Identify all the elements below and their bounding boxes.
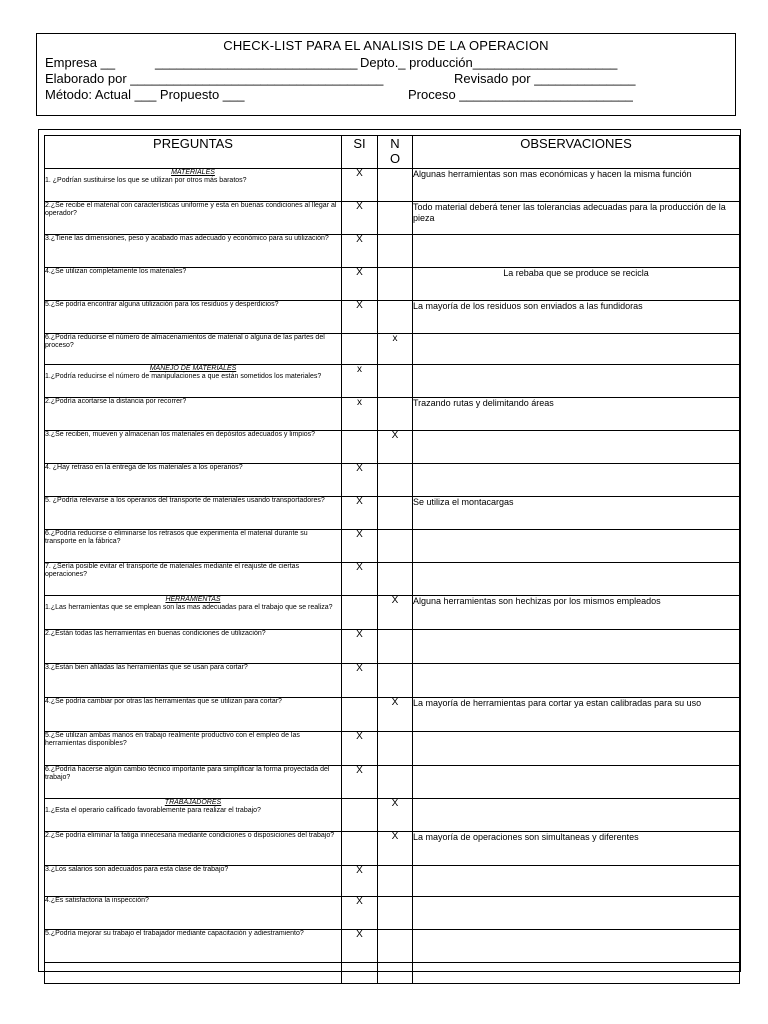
si-mark: X: [342, 930, 378, 963]
question-cell: [45, 630, 342, 664]
si-mark: [342, 698, 378, 732]
si-mark: X: [342, 169, 378, 202]
header-observaciones: OBSERVACIONES: [413, 136, 740, 169]
observation-cell: [413, 630, 740, 664]
question-cell: [45, 431, 342, 464]
si-mark: [342, 334, 378, 365]
table-row: [45, 563, 740, 596]
no-mark: [378, 268, 413, 301]
no-mark: X: [378, 799, 413, 832]
question-text: 3.¿Los salarios son adecuados para esta clase de trabajo?: [45, 866, 229, 873]
observation-cell: [413, 664, 740, 698]
empty-cell: [378, 963, 413, 984]
question-text: 5.¿Se utilizan ambas manos en trabajo realmente productivo con el empleo de las herramientas disponibles?: [45, 732, 300, 747]
table-row-empty: [45, 963, 740, 984]
si-mark: X: [342, 563, 378, 596]
observation-cell: [413, 866, 740, 897]
question-text: 2.¿Se recibe el material con características uniforme y esta en buenas condiciones al llegar al operador?: [45, 202, 337, 217]
no-mark: [378, 464, 413, 497]
document-title: CHECK-LIST PARA EL ANALISIS DE LA OPERACION: [223, 38, 549, 53]
table-row: [45, 664, 740, 698]
empresa-label: Empresa __: [45, 55, 116, 70]
si-mark: X: [342, 464, 378, 497]
table-row: [45, 268, 740, 301]
question-text: 6.¿Podría reducirse o eliminarse los retrasos que experimenta el material durante su transporte en la fábrica?: [45, 530, 308, 545]
question-text: 1. ¿Podrían sustituirse los que se utilizan por otros más baratos?: [45, 177, 247, 184]
table-row: [45, 497, 740, 530]
question-cell: [45, 832, 342, 866]
observation-cell: [413, 464, 740, 497]
si-mark: [342, 431, 378, 464]
question-text: 4. ¿Hay retraso en la entrega de los materiales a los operarios?: [45, 464, 243, 471]
question-text: 1.¿Esta el operario calificado favorablemente para realizar el trabajo?: [45, 807, 261, 814]
section-title: TRABAJADORES: [164, 799, 222, 806]
si-mark: X: [342, 664, 378, 698]
depto-field: Depto._ producción____________________: [360, 55, 618, 70]
si-mark: x: [342, 365, 378, 398]
observation-cell: [413, 563, 740, 596]
question-text: 7. ¿Sería posible evitar el transporte de materiales mediante el reajuste de ciertas operaciones?: [45, 563, 300, 578]
no-mark: [378, 301, 413, 334]
observation-cell: La rebaba que se produce se recicla: [413, 268, 740, 301]
proceso-field: Proceso ________________________: [408, 87, 633, 102]
question-text: 5. ¿Podría relevarse a los operarios del transporte de materiales usando transportadores?: [45, 497, 325, 504]
observation-cell: Se utiliza el montacargas: [413, 497, 740, 530]
si-mark: X: [342, 497, 378, 530]
no-mark: [378, 930, 413, 963]
table-row: [45, 897, 740, 930]
header-no-line-1: N: [390, 136, 400, 151]
question-cell: [45, 897, 342, 930]
si-mark: X: [342, 235, 378, 268]
header-no-line-2: O: [389, 151, 401, 166]
table-row: [45, 530, 740, 563]
question-text: 6.¿Podría reducirse el número de almacenamientos de material o alguna de las partes del proceso?: [45, 334, 325, 349]
question-cell: [45, 169, 342, 202]
si-mark: X: [342, 202, 378, 235]
question-cell: [45, 334, 342, 365]
si-mark: x: [342, 398, 378, 431]
si-mark: [342, 799, 378, 832]
no-mark: [378, 630, 413, 664]
si-mark: X: [342, 268, 378, 301]
no-mark: [378, 169, 413, 202]
observation-cell: [413, 732, 740, 766]
header-preguntas: PREGUNTAS: [45, 136, 342, 169]
no-mark: [378, 530, 413, 563]
question-cell: [45, 698, 342, 732]
empty-cell: [342, 963, 378, 984]
observation-cell: [413, 431, 740, 464]
question-text: 2.¿Se podría eliminar la fatiga innecesaria mediante condiciones o disposiciones del trabajo?: [45, 832, 335, 839]
table-row: [45, 596, 740, 630]
no-mark: [378, 202, 413, 235]
empty-cell: [413, 963, 740, 984]
no-mark: [378, 732, 413, 766]
empty-cell: [45, 963, 342, 984]
no-mark: [378, 365, 413, 398]
si-mark: X: [342, 766, 378, 799]
metodo-field: Método: Actual ___ Propuesto ___: [45, 87, 245, 102]
observation-cell: [413, 365, 740, 398]
observation-cell: La mayoría de los residuos son enviados a las fundidoras: [413, 301, 740, 334]
si-mark: X: [342, 301, 378, 334]
observation-cell: [413, 235, 740, 268]
no-mark: [378, 563, 413, 596]
section-title: HERRAMIENTAS: [165, 596, 221, 603]
question-text: 5.¿Podría mejorar su trabajo el trabajador mediante capacitación y adiestramiento?: [45, 930, 304, 937]
table-row: [45, 698, 740, 732]
no-mark: x: [378, 334, 413, 365]
no-mark: [378, 897, 413, 930]
si-mark: X: [342, 897, 378, 930]
header-si: SI: [342, 136, 378, 169]
table-row: [45, 169, 740, 202]
table-row: [45, 365, 740, 398]
header-box: [36, 33, 736, 116]
question-cell: [45, 866, 342, 897]
question-cell: [45, 596, 342, 630]
table-row: [45, 202, 740, 235]
question-text: 1.¿Podría reducirse el número de manipulaciones a que están sometidos los materiales?: [45, 373, 322, 380]
question-text: 5.¿Se podría encontrar alguna utilización para los residuos y desperdicios?: [45, 301, 279, 308]
table-row: [45, 334, 740, 365]
table-row: [45, 630, 740, 664]
si-mark: X: [342, 630, 378, 664]
table-row: [45, 464, 740, 497]
question-text: 4.¿Se utilizan completamente los materiales?: [45, 268, 187, 275]
observation-cell: La mayoría de herramientas para cortar ya estan calibradas para su uso: [413, 698, 740, 732]
section-title: MANEJO DE MATERIALES: [149, 365, 237, 372]
observation-cell: Algunas herramientas son mas económicas y hacen la misma función: [413, 169, 740, 202]
no-mark: X: [378, 431, 413, 464]
question-text: 3.¿Se reciben, mueven y almacenan los materiales en depósitos adecuados y limpios?: [45, 431, 316, 438]
observation-cell: La mayoría de operaciones son simultaneas y diferentes: [413, 832, 740, 866]
question-text: 3.¿Tiene las dimensiones, peso y acabado mas adecuado y económico para su utilización?: [45, 235, 329, 242]
question-cell: [45, 365, 342, 398]
no-mark: [378, 497, 413, 530]
question-cell: [45, 497, 342, 530]
question-cell: [45, 766, 342, 799]
elaborado-field: Elaborado por ___________________________________: [45, 71, 384, 86]
table-row: [45, 235, 740, 268]
observation-cell: Trazando rutas y delimitando áreas: [413, 398, 740, 431]
question-cell: [45, 268, 342, 301]
observation-cell: [413, 530, 740, 563]
table-row: [45, 799, 740, 832]
question-text: 2.¿Están todas las herramientas en buenas condiciones de utilización?: [45, 630, 266, 637]
observation-cell: Todo material deberá tener las tolerancias adecuadas para la producción de la pieza: [413, 202, 740, 235]
table-frame: [38, 129, 741, 972]
no-mark: [378, 766, 413, 799]
table-row: [45, 930, 740, 963]
observation-cell: [413, 334, 740, 365]
observation-cell: [413, 799, 740, 832]
section-title: MATERIALES: [171, 169, 215, 176]
checklist-rows: [45, 169, 740, 984]
question-cell: [45, 398, 342, 431]
question-cell: [45, 301, 342, 334]
no-mark: [378, 235, 413, 268]
table-row: [45, 431, 740, 464]
question-text: 2.¿Podría acortarse la distancia por recorrer?: [45, 398, 187, 405]
no-mark: [378, 398, 413, 431]
question-cell: [45, 563, 342, 596]
question-cell: [45, 732, 342, 766]
no-mark: X: [378, 596, 413, 630]
si-mark: [342, 832, 378, 866]
table-row: [45, 832, 740, 866]
table-row: [45, 398, 740, 431]
observation-cell: Alguna herramientas son hechizas por los mismos empleados: [413, 596, 740, 630]
si-mark: X: [342, 732, 378, 766]
observation-cell: [413, 897, 740, 930]
no-mark: X: [378, 698, 413, 732]
header-no: [378, 136, 413, 169]
question-text: 6.¿Podría hacerse algún cambio técnico importante para simplificar la forma proyectada del trabajo?: [45, 766, 330, 781]
checklist-table: [44, 135, 740, 984]
no-mark: X: [378, 832, 413, 866]
no-mark: [378, 866, 413, 897]
si-mark: X: [342, 866, 378, 897]
question-cell: [45, 235, 342, 268]
question-cell: [45, 799, 342, 832]
question-text: 1.¿Las herramientas que se emplean son las mas adecuadas para el trabajo que se realiza?: [45, 604, 333, 611]
question-cell: [45, 464, 342, 497]
question-cell: [45, 202, 342, 235]
no-mark: [378, 664, 413, 698]
question-cell: [45, 930, 342, 963]
observation-cell: [413, 930, 740, 963]
question-text: 4.¿Es satisfactoria la inspección?: [45, 897, 149, 904]
table-row: [45, 866, 740, 897]
table-row: [45, 732, 740, 766]
question-text: 4.¿Se podría cambiar por otras las herramientas que se utilizan para cortar?: [45, 698, 282, 705]
si-mark: X: [342, 530, 378, 563]
si-mark: [342, 596, 378, 630]
observation-cell: [413, 766, 740, 799]
question-text: 3.¿Están bien afiladas las herramientas que se usan para cortar?: [45, 664, 248, 671]
revisado-field: Revisado por ______________: [454, 71, 636, 86]
question-cell: [45, 530, 342, 563]
empresa-line: ____________________________: [155, 55, 358, 70]
table-row: [45, 301, 740, 334]
question-cell: [45, 664, 342, 698]
table-row: [45, 766, 740, 799]
